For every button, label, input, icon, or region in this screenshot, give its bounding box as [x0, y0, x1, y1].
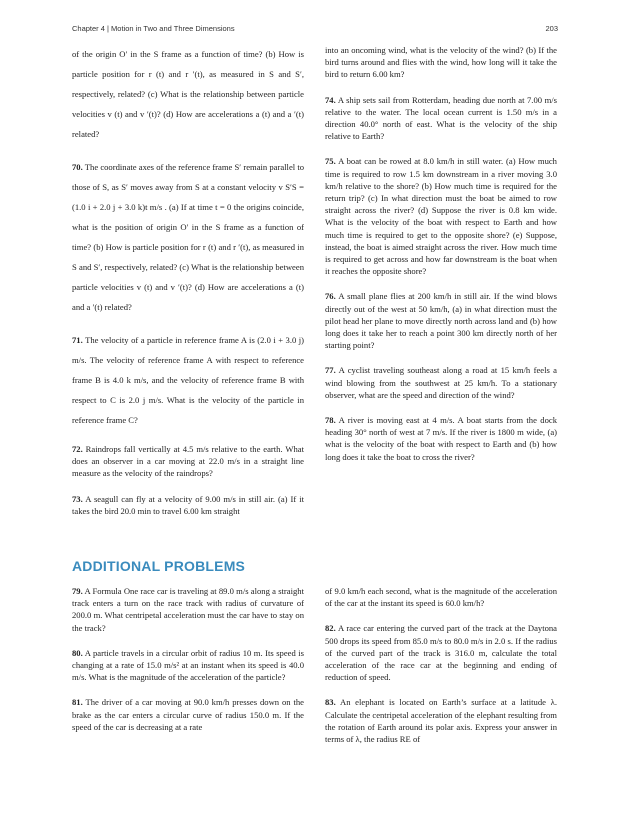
problem-78-number: 78.: [325, 415, 336, 426]
problem-76-text: A small plane flies at 200 km/h in still air. If the wind blows directly out of the west at 50 km/h, (a) in what direction must the pilot head her plane to move directly north across land and (b) how long does it take her to reach a point 300 km directly north of her starting point?: [325, 291, 557, 351]
right-column: [325, 44, 557, 463]
problem-70-text: The coordinate axes of the reference frame S′ remain parallel to those of S, as S′ moves away from S at a constant velocity v S′S = (1.0 i + 2.0 j + 3.0 k)t m/s . (a) If at time t = 0 the origins coincide, what is the position of origin O′ in the S frame as a function of time? (b) How is particle position for r (t) and r ′(t), as measured in S and S′, respectively, related? (c) What is the relationship between particle velocities v (t) and v ′(t)? (d) How are accelerations a (t) and a ′(t) related?: [72, 162, 305, 312]
problem-75: [325, 155, 557, 277]
problem-78-text: A river is moving east at 4 m/s. A boat starts from the dock heading 30° north of west at 7 m/s. If the river is 1800 m wide, (a) what is the velocity of the boat with respect to Earth and (b) how long does it take the boat to cross the river?: [325, 415, 557, 462]
problem-77-text: A cyclist traveling southeast along a road at 15 km/h feels a wind blowing from the southwest at 25 km/h. To a stationary observer, what are the speed and direction of the wind?: [325, 365, 557, 400]
problem-79-number: 79.: [72, 586, 83, 596]
problem-80-text: A particle travels in a circular orbit of radius 10 m. Its speed is changing at a rate of 15.0 m/s² at an instant when its speed is 40.0 m/s. What is the magnitude of the acceleration of the particle?: [72, 647, 304, 683]
problem-78: [325, 414, 557, 463]
bottom-left-column: [72, 585, 304, 733]
problem-73-text: A seagull can fly at a velocity of 9.00 m/s in still air. (a) If it takes the bird 20.0 min to travel 6.00 km straight: [72, 493, 304, 516]
problem-82-text: A race car entering the curved part of the track at the Daytona 500 drops its speed from 85.0 m/s to 80.0 m/s in 2.0 s. If the radius of the curved part of the track is 316.0 m, calculate the total acceleration of the race car at the beginning and ending of reduction of speed.: [325, 623, 557, 683]
problem-83-number: 83.: [325, 697, 336, 708]
problem-79: [72, 585, 304, 634]
problem-71-text: The velocity of a particle in reference frame A is (2.0 i + 3.0 j) m/s. The velocity of reference frame A with respect to reference frame B is 4.0 k m/s, and the velocity of reference frame B with respect to C is 2.0 j m/s. What is the velocity of the particle in reference frame C?: [72, 335, 304, 425]
problem-83-text: An elephant is located on Earth’s surface at a latitude λ. Calculate the centripetal acceleration of the elephant resulting from the rotation of Earth around its polar axis. Express your answer in terms of λ, the radius RE of: [325, 697, 557, 745]
problem-70-number: 70.: [72, 162, 83, 172]
problem-72-text: Raindrops fall vertically at 4.5 m/s relative to the earth. What does an observer in a car moving at 22.0 m/s in a straight line measure as the velocity of the raindrops?: [72, 444, 304, 479]
problem-73-number: 73.: [72, 493, 83, 504]
problem-76: [325, 290, 557, 351]
problem-72-number: 72.: [72, 444, 83, 454]
chapter-header: Chapter 4 | Motion in Two and Three Dimensions: [72, 24, 235, 33]
left-column: [72, 44, 304, 517]
problem-71: [72, 330, 304, 430]
problem-70: [72, 157, 304, 317]
problem-71-number: 71.: [72, 335, 83, 345]
problem-81-number: 81.: [72, 697, 83, 708]
problem-80-number: 80.: [72, 647, 83, 658]
problem-72: [72, 443, 304, 480]
problem-73: [72, 493, 304, 517]
problem-80: [72, 647, 304, 684]
problem-81-text: The driver of a car moving at 90.0 km/h presses down on the brake as the car enters a circular curve of radius 150.0 m. If the speed of the car is decreasing at a rate: [72, 697, 304, 732]
problem-82: [325, 622, 557, 683]
problem-74-number: 74.: [325, 94, 336, 105]
problem-73-continued: into an oncoming wind, what is the velocity of the wind? (b) If the bird turns around and flies with the wind, how long will it take the bird to return 6.00 km?: [325, 45, 557, 80]
problem-83: [325, 696, 557, 745]
problem-77: [325, 364, 557, 401]
problem-69-continued: of the origin O′ in the S frame as a function of time? (b) How is particle position for r (t) and r ′(t), as measured in S and S′, respectively, related? (c) What is the relationship between particle velocities v (t) and v ′(t)? (d) How are accelerations a (t) and a ′(t) related?: [72, 49, 304, 139]
problem-82-number: 82.: [325, 623, 336, 634]
problem-77-number: 77.: [325, 365, 336, 376]
bottom-right-column: [325, 585, 557, 745]
problem-74-text: A ship sets sail from Rotterdam, heading due north at 7.00 m/s relative to the water. The local ocean current is 1.50 m/s in a direction 40.0° north of east. What is the velocity of the ship relative to Earth?: [325, 94, 557, 142]
problem-76-number: 76.: [325, 291, 336, 302]
problem-74: [325, 94, 557, 143]
problem-81: [72, 696, 304, 733]
section-title: ADDITIONAL PROBLEMS: [72, 558, 246, 574]
problem-81-continued: of 9.0 km/h each second, what is the magnitude of the acceleration of the car at the instant its speed is 60.0 km/h?: [325, 586, 557, 609]
problem-75-number: 75.: [325, 156, 336, 167]
page-number: 203: [545, 24, 558, 33]
problem-75-text: A boat can be rowed at 8.0 km/h in still water. (a) How much time is required to row 1.5 km downstream in a river moving 3.0 km/h relative to the shore? (b) How much time is required for the return trip? (c) In what direction must the boat be aimed to row straight across the river? (d) Suppose the river is 0.8 km wide. What is the velocity of the boat with respect to Earth and how much time is required to get to the opposite shore? (e) Suppose, instead, the boat is aimed straight across the river. How much time is required to get across and how far downstream is the boat when it reaches the opposite shore?: [325, 156, 557, 277]
problem-79-text: A Formula One race car is traveling at 89.0 m/s along a straight track enters a turn on the race track with radius of curvature of 200.0 m. What centripetal acceleration must the car have to stay on the track?: [72, 586, 304, 633]
